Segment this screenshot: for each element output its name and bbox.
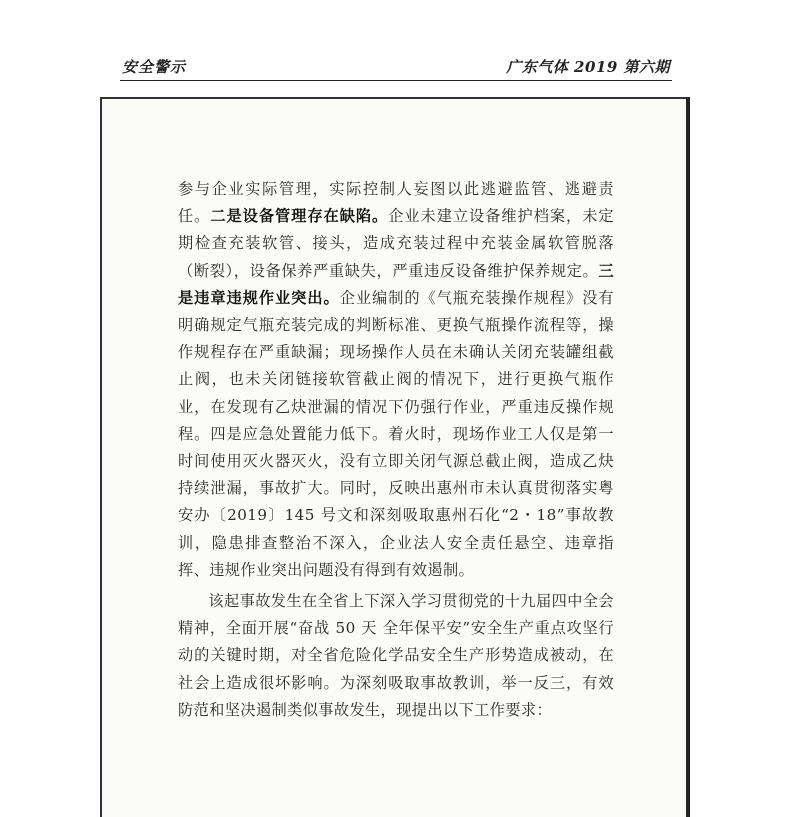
publication-label: 广东气体 2019 第六期 — [506, 58, 670, 76]
text-segment: 企业未建立设备维护档案，未定期检查充装软管、接头，造成充装过程中充装金属软管脱落（断裂），设备保养严重缺失，严重违反设备维护保养规定。 — [178, 207, 614, 280]
text-segment: 参与企业实际管理，实际控制人妄图以此逃避监管、逃避责任。 — [178, 180, 614, 226]
text-segment: 企业编制的《气瓶充装操作规程》没有明确规定气瓶充装完成的判断标准、更换气瓶操作流程等，操作规程存在严重缺漏；现场操作人员在未确认关闭充装罐组截止阀，也未关闭链接软管截止阀的情况下，进行更换气瓶作业，在发现有乙炔泄漏的情况下仍强行作业，严重违反操作规程。四是应急处置能力低下。着火时，现场作业工人仅是第一时间使用灭火器灭火，没有立即关闭气源总截止阀，造成乙炔持续泄漏，事故扩大。同时，反映出惠州市未认真贯彻落实粤安办〔2019〕145 号文和深刻吸取惠州石化“2・18”事故教训，隐患排查整治不深入，企业法人安全责任悬空、违章指挥、违规作业突出问题没有得到有效遏制。 — [178, 288, 614, 579]
body-text — [178, 176, 614, 724]
page-header — [120, 52, 672, 81]
paragraph-1 — [178, 176, 614, 584]
bold-heading-2: 二是设备管理存在缺陷。 — [210, 207, 389, 226]
section-label: 安全警示 — [122, 58, 187, 76]
bold-heading-3: 三是违章违规作业突出。 — [178, 261, 614, 307]
text-segment: 该起事故发生在全省上下深入学习贯彻党的十九届四中全会精神，全面开展“奋战 50 天 全年保平安”安全生产重点攻坚行动的关键时期，对全省危险化学品安全生产形势造成被动，在社会上造成很坏影响。为深刻吸取事故教训，举一反三，有效防范和坚决遏制类似事故发生，现提出以下工作要求： — [178, 592, 614, 719]
paragraph-2 — [178, 588, 614, 724]
